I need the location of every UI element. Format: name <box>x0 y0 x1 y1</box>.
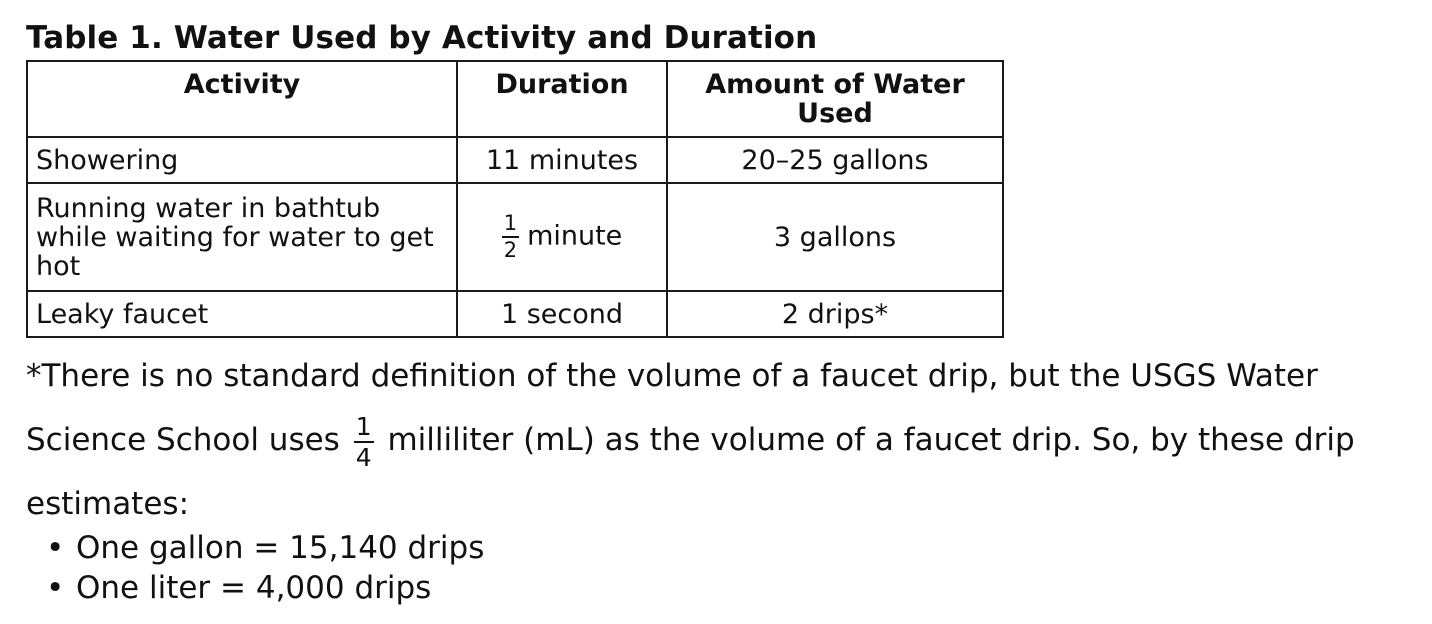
bullet-icon: • <box>46 570 65 606</box>
table-row <box>27 137 1003 183</box>
cell-activity: Showering <box>27 137 457 183</box>
drip-facts-list <box>26 528 1416 608</box>
table-header-row <box>27 61 1003 137</box>
header-duration: Duration <box>457 61 667 137</box>
list-item <box>26 568 1416 608</box>
cell-duration: 11 minutes <box>457 137 667 183</box>
list-item <box>26 528 1416 568</box>
table-caption: Table 1. Water Used by Activity and Duration <box>26 20 818 56</box>
cell-amount: 2 drips* <box>667 291 1003 337</box>
footnote-part2: milliliter (mL) as the volume of a faucet drip. So, by these drip estimates: <box>26 422 1355 522</box>
table-row <box>27 183 1003 291</box>
footnote <box>26 344 1416 536</box>
fraction-half <box>502 213 519 261</box>
header-activity: Activity <box>27 61 457 137</box>
cell-duration <box>457 183 667 291</box>
fact-text: One liter = 4,000 drips <box>76 570 432 606</box>
cell-activity: Running water in bathtub while waiting for water to get hot <box>27 183 457 291</box>
fraction-denominator: 2 <box>503 238 518 262</box>
water-usage-table <box>26 60 1004 338</box>
duration-unit: minute <box>527 220 623 252</box>
cell-amount: 3 gallons <box>667 183 1003 291</box>
fraction-denominator: 4 <box>355 442 372 472</box>
fraction-quarter <box>354 411 374 472</box>
content <box>26 18 1416 608</box>
footnote-part1: *There is no standard definition of the volume of a faucet drip, but the USGS Water Science School uses <box>26 358 1318 458</box>
table-row <box>27 291 1003 337</box>
bullet-icon: • <box>46 530 65 566</box>
fraction-numerator: 1 <box>502 213 519 238</box>
cell-activity: Leaky faucet <box>27 291 457 337</box>
fraction-numerator: 1 <box>355 411 372 441</box>
header-amount: Amount of Water Used <box>667 61 1003 137</box>
cell-amount: 20–25 gallons <box>667 137 1003 183</box>
cell-duration: 1 second <box>457 291 667 337</box>
fact-text: One gallon = 15,140 drips <box>76 530 485 566</box>
